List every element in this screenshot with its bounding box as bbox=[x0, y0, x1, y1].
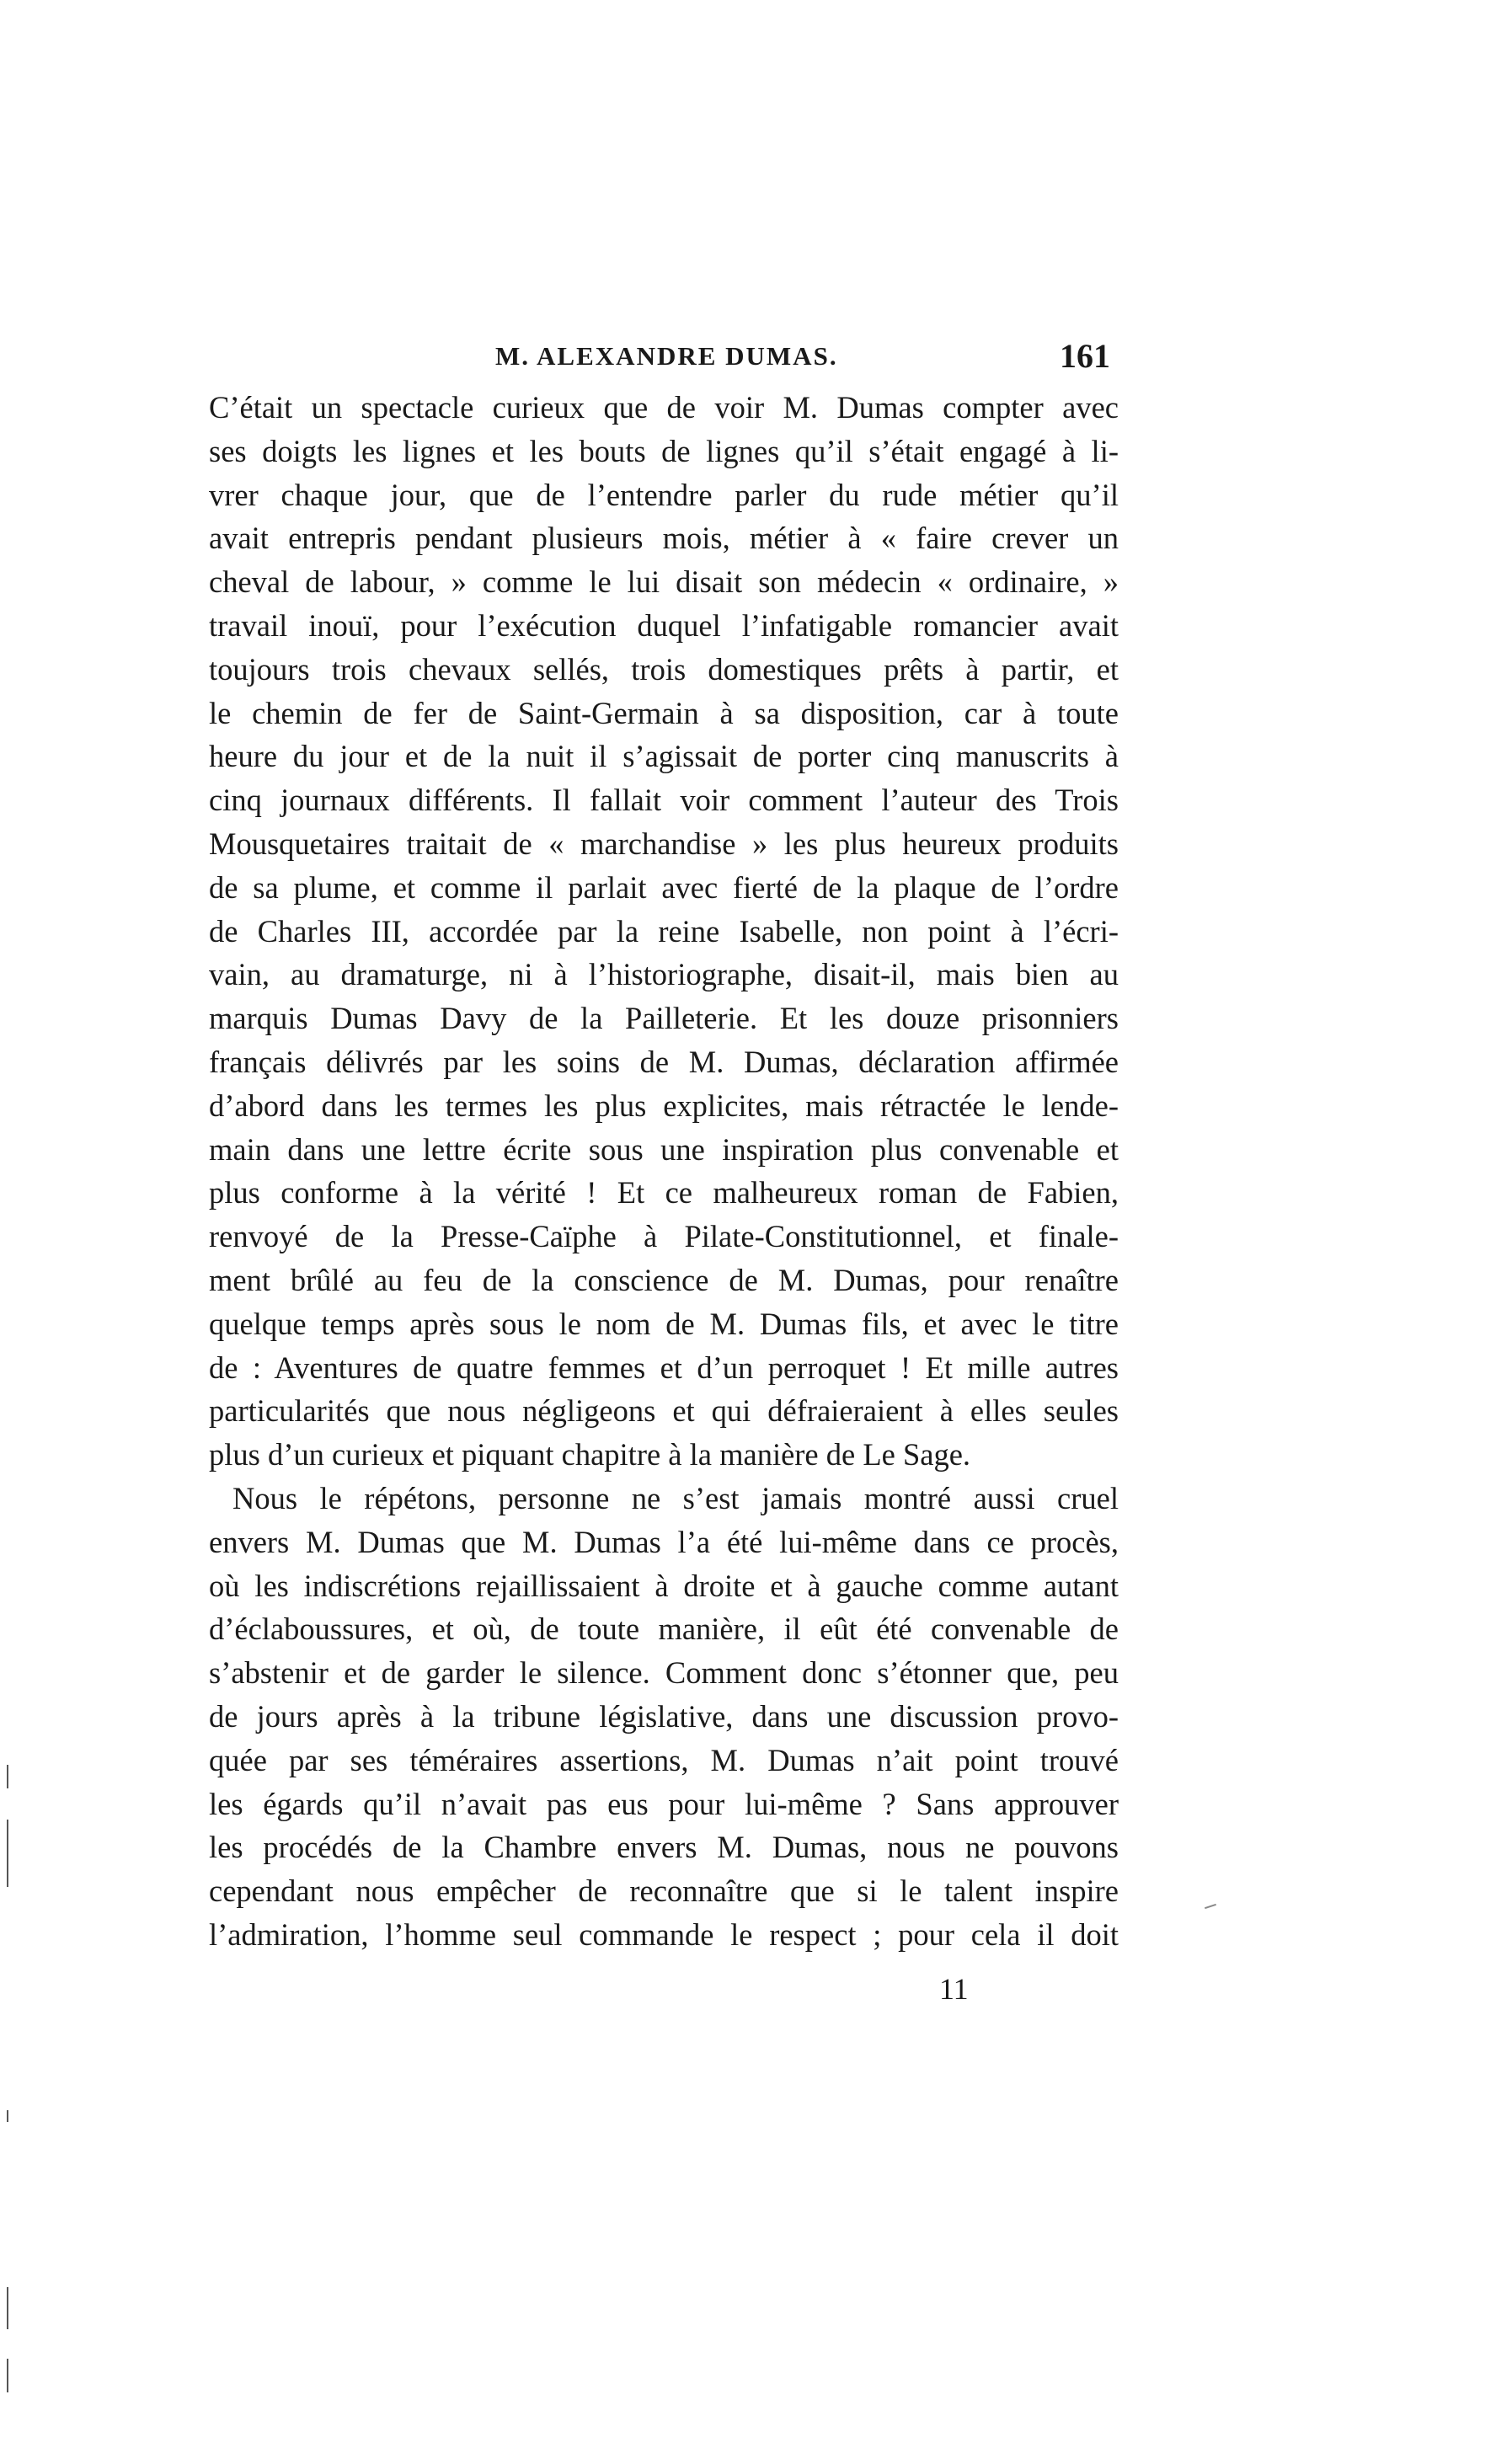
text-line: de jours après à la tribune législative, dans une discussion provo- bbox=[209, 1698, 1119, 1734]
text-line: d’éclaboussures, et où, de toute manière, il eût été convenable de bbox=[209, 1611, 1119, 1647]
text-line: plus d’un curieux et piquant chapitre à la manière de Le Sage. bbox=[209, 1437, 971, 1473]
scan-margin-mark bbox=[7, 1765, 8, 1788]
text-line: s’abstenir et de garder le silence. Comment donc s’étonner que, peu bbox=[209, 1655, 1119, 1691]
text-line: envers M. Dumas que M. Dumas l’a été lui-même dans ce procès, bbox=[209, 1524, 1119, 1559]
text-line: cheval de labour, » comme le lui disait son médecin « ordinaire, » bbox=[209, 564, 1119, 600]
text-line: quelque temps après sous le nom de M. Dumas fils, et avec le titre bbox=[209, 1306, 1119, 1341]
text-line: C’était un spectacle curieux que de voir M. Dumas compter avec bbox=[209, 390, 1119, 425]
text-line: renvoyé de la Presse-Caïphe à Pilate-Constitutionnel, et finale- bbox=[209, 1219, 1119, 1254]
text-line: d’abord dans les termes les plus explicites, mais rétractée le lende- bbox=[209, 1088, 1119, 1123]
text-line: plus conforme à la vérité ! Et ce malheureux roman de Fabien, bbox=[209, 1175, 1119, 1211]
running-head bbox=[209, 337, 1119, 392]
text-line: cinq journaux différents. Il fallait voir comment l’auteur des Trois bbox=[209, 783, 1119, 818]
text-line: ses doigts les lignes et les bouts de lignes qu’il s’était engagé à li- bbox=[209, 433, 1119, 468]
text-line: les procédés de la Chambre envers M. Dumas, nous ne pouvons bbox=[209, 1830, 1119, 1865]
scan-margin-mark bbox=[7, 2110, 8, 2122]
text-line: de Charles III, accordée par la reine Isabelle, non point à l’écri- bbox=[209, 913, 1119, 949]
text-line: heure du jour et de la nuit il s’agissait de porter cinq manuscrits à bbox=[209, 739, 1119, 774]
text-line: les égards qu’il n’avait pas eus pour lui-même ? Sans approuver bbox=[209, 1786, 1119, 1821]
text-line: français délivrés par les soins de M. Dumas, déclaration affirmée bbox=[209, 1044, 1119, 1079]
text-line: quée par ses téméraires assertions, M. Dumas n’ait point trouvé bbox=[209, 1742, 1119, 1777]
running-title: M. ALEXANDRE DUMAS. bbox=[495, 341, 838, 371]
scan-margin-mark bbox=[7, 2287, 8, 2329]
text-line: ment brûlé au feu de la conscience de M. Dumas, pour renaître bbox=[209, 1262, 1119, 1297]
text-line: vain, au dramaturge, ni à l’historiographe, disait-il, mais bien au bbox=[209, 957, 1119, 992]
paragraph-start-line: Nous le répétons, personne ne s’est jamais montré aussi cruel bbox=[232, 1480, 1119, 1515]
page-number: 161 bbox=[1060, 337, 1110, 375]
text-line: de : Aventures de quatre femmes et d’un perroquet ! Et mille autres bbox=[209, 1350, 1119, 1385]
text-line: l’admiration, l’homme seul commande le respect ; pour cela il doit bbox=[209, 1916, 1119, 1952]
scan-margin-mark bbox=[7, 1820, 8, 1887]
scan-margin-dash bbox=[1205, 1904, 1216, 1909]
text-line: marquis Dumas Davy de la Pailleterie. Et les douze prisonniers bbox=[209, 1001, 1119, 1036]
text-line: où les indiscrétions rejaillissaient à droite et à gauche comme autant bbox=[209, 1568, 1119, 1603]
text-line: le chemin de fer de Saint-Germain à sa disposition, car à toute bbox=[209, 695, 1119, 730]
text-line: particularités que nous négligeons et qui défraieraient à elles seules bbox=[209, 1393, 1119, 1429]
text-line: avait entrepris pendant plusieurs mois, métier à « faire crever un bbox=[209, 521, 1119, 556]
text-line: cependant nous empêcher de reconnaître que si le talent inspire bbox=[209, 1873, 1119, 1909]
body-text bbox=[209, 386, 1119, 1957]
text-line: vrer chaque jour, que de l’entendre parler du rude métier qu’il bbox=[209, 477, 1119, 512]
text-line: de sa plume, et comme il parlait avec fierté de la plaque de l’ordre bbox=[209, 869, 1119, 905]
scan-margin-mark bbox=[7, 2359, 8, 2392]
text-line: main dans une lettre écrite sous une inspiration plus convenable et bbox=[209, 1131, 1119, 1167]
text-line: travail inouï, pour l’exécution duquel l’infatigable romancier avait bbox=[209, 607, 1119, 643]
text-line: toujours trois chevaux sellés, trois domestiques prêts à partir, et bbox=[209, 651, 1119, 687]
signature-mark: 11 bbox=[939, 1972, 969, 2006]
text-line: Mousquetaires traitait de « marchandise » les plus heureux produits bbox=[209, 826, 1119, 861]
